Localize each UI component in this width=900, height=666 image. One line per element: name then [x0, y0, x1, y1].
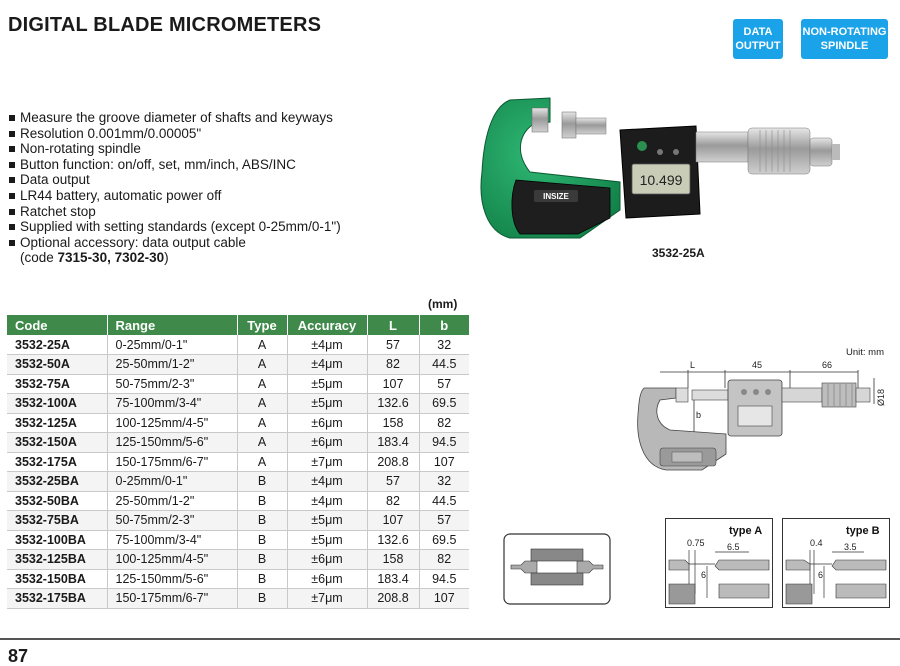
table-cell: 75-100mm/3-4" — [107, 394, 237, 414]
lcd-reading: 10.499 — [639, 172, 683, 188]
column-header: Code — [7, 315, 107, 335]
table-cell: 69.5 — [419, 394, 469, 414]
table-cell: 100-125mm/4-5" — [107, 413, 237, 433]
table-cell: 75-100mm/3-4" — [107, 530, 237, 550]
table-cell: 3532-175A — [7, 452, 107, 472]
table-cell: 50-75mm/2-3" — [107, 511, 237, 531]
ratchet-end-shape — [832, 144, 840, 160]
table-cell: ±6μm — [287, 433, 367, 453]
table-cell: 94.5 — [419, 569, 469, 589]
table-cell: 3532-100A — [7, 394, 107, 414]
ratchet-outline-shape — [856, 388, 870, 402]
table-cell: 3532-100BA — [7, 530, 107, 550]
type-a-base-shape — [669, 584, 695, 604]
table-cell: 107 — [419, 589, 469, 609]
feature-item: LR44 battery, automatic power off — [8, 188, 341, 204]
column-header: b — [419, 315, 469, 335]
table-cell: A — [237, 452, 287, 472]
type-b-spindle-shape — [832, 560, 886, 570]
table-cell: 150-175mm/6-7" — [107, 452, 237, 472]
base-inner-shape — [672, 452, 702, 462]
thimble-shape — [748, 128, 810, 174]
dim-b-label: b — [696, 410, 702, 420]
table-cell: ±4μm — [287, 335, 367, 355]
table-cell: ±5μm — [287, 530, 367, 550]
table-cell: B — [237, 550, 287, 570]
button-icon — [753, 389, 759, 395]
table-row — [7, 550, 469, 570]
table-cell: B — [237, 589, 287, 609]
sleeve-outline-shape — [782, 388, 822, 402]
feature-item: Data output — [8, 172, 341, 188]
button-icon — [657, 149, 663, 155]
ratchet-shape — [810, 138, 832, 166]
table-row — [7, 413, 469, 433]
table-cell: 94.5 — [419, 433, 469, 453]
dim-diameter-label: Ø18 — [876, 388, 886, 406]
table-row — [7, 394, 469, 414]
accessory-codes: 7315-30, 7302-30 — [57, 250, 165, 266]
table-cell: 57 — [367, 335, 419, 355]
feature-item: Measure the groove diameter of shafts and keyways — [8, 110, 341, 126]
table-row — [7, 491, 469, 511]
table-cell: 3532-125BA — [7, 550, 107, 570]
table-cell: 25-50mm/1-2" — [107, 491, 237, 511]
type-a-right-base-shape — [719, 584, 769, 598]
feature-item: Optional accessory: data output cable — [8, 235, 341, 251]
table-unit: (mm) — [428, 297, 458, 311]
badge-line: DATA — [743, 26, 773, 38]
page-number: 87 — [8, 646, 29, 666]
badge-line: SPINDLE — [820, 40, 869, 52]
badge-line: OUTPUT — [735, 40, 781, 52]
table-row — [7, 511, 469, 531]
button-icon — [673, 149, 679, 155]
sleeve-shape — [696, 132, 748, 162]
dim-45-label: 45 — [752, 360, 763, 370]
table-cell: 0-25mm/0-1" — [107, 472, 237, 492]
table-cell: B — [237, 530, 287, 550]
column-header: Accuracy — [287, 315, 367, 335]
table-cell: A — [237, 374, 287, 394]
table-cell: ±4μm — [287, 491, 367, 511]
code-prefix: (code — [20, 250, 58, 266]
table-cell: 158 — [367, 413, 419, 433]
lcd-outline-shape — [738, 406, 772, 426]
table-cell: 3532-50A — [7, 355, 107, 375]
table-cell: 3532-125A — [7, 413, 107, 433]
table-cell: 3532-75A — [7, 374, 107, 394]
type-b-dim-3: 6 — [818, 570, 824, 580]
table-cell: 82 — [419, 550, 469, 570]
table-row — [7, 355, 469, 375]
table-cell: 132.6 — [367, 394, 419, 414]
table-cell: ±5μm — [287, 374, 367, 394]
table-cell: ±6μm — [287, 413, 367, 433]
groove-part-shape — [531, 549, 583, 561]
column-header: L — [367, 315, 419, 335]
type-a-label: type A — [729, 525, 763, 537]
table-cell: A — [237, 394, 287, 414]
table-cell: 57 — [367, 472, 419, 492]
table-cell: 125-150mm/5-6" — [107, 569, 237, 589]
blade-shape — [562, 112, 576, 138]
table-cell: 208.8 — [367, 452, 419, 472]
table-cell: 44.5 — [419, 355, 469, 375]
table-cell: 44.5 — [419, 491, 469, 511]
dimension-drawing — [630, 358, 895, 488]
type-b-drawing — [782, 518, 890, 608]
table-cell: 183.4 — [367, 433, 419, 453]
table-row — [7, 530, 469, 550]
anvil-outline-shape — [676, 388, 688, 402]
table-cell: 3532-50BA — [7, 491, 107, 511]
spindle-outline-shape — [692, 390, 728, 400]
feature-item: Ratchet stop — [8, 204, 341, 220]
table-cell: 183.4 — [367, 569, 419, 589]
button-icon — [637, 141, 647, 151]
table-cell: ±6μm — [287, 550, 367, 570]
button-icon — [741, 389, 747, 395]
table-cell: 50-75mm/2-3" — [107, 374, 237, 394]
table-cell: 82 — [367, 491, 419, 511]
type-b-dim-2: 3.5 — [844, 542, 857, 552]
table-row — [7, 472, 469, 492]
table-cell: 208.8 — [367, 589, 419, 609]
non-rotating-spindle-badge — [801, 19, 888, 59]
table-cell: 57 — [419, 374, 469, 394]
table-cell: 3532-150BA — [7, 569, 107, 589]
data-output-badge — [733, 19, 783, 59]
table-cell: ±4μm — [287, 472, 367, 492]
table-cell: 158 — [367, 550, 419, 570]
dim-66-label: 66 — [822, 360, 833, 370]
table-cell: 150-175mm/6-7" — [107, 589, 237, 609]
type-a-blade-shape — [669, 560, 689, 570]
type-a-spindle-shape — [715, 560, 769, 570]
unit-note: Unit: mm — [846, 347, 884, 358]
button-icon — [765, 389, 771, 395]
type-b-base-shape — [786, 584, 812, 604]
badge-line: NON-ROTATING — [802, 26, 887, 38]
table-cell: A — [237, 413, 287, 433]
table-cell: ±5μm — [287, 394, 367, 414]
table-row — [7, 452, 469, 472]
table-cell: 57 — [419, 511, 469, 531]
table-cell: 107 — [367, 374, 419, 394]
page-title: DIGITAL BLADE MICROMETERS — [8, 14, 322, 36]
table-cell: 132.6 — [367, 530, 419, 550]
table-cell: 3532-25BA — [7, 472, 107, 492]
table-cell: B — [237, 569, 287, 589]
dim-l-label: L — [690, 360, 696, 370]
table-cell: B — [237, 511, 287, 531]
table-header-row — [7, 315, 469, 335]
table-cell: 3532-75BA — [7, 511, 107, 531]
table-cell: ±6μm — [287, 569, 367, 589]
column-header: Range — [107, 315, 237, 335]
micrometer-photo — [470, 92, 850, 244]
table-cell: 3532-150A — [7, 433, 107, 453]
thimble-outline-shape — [822, 383, 856, 407]
photo-caption: 3532-25A — [652, 246, 705, 260]
type-b-label: type B — [846, 525, 880, 537]
spec-table — [7, 315, 469, 609]
table-cell: A — [237, 335, 287, 355]
table-cell: 32 — [419, 335, 469, 355]
type-b-dim-1: 0.4 — [810, 538, 823, 548]
groove-part-shape — [531, 573, 583, 585]
type-b-right-base-shape — [836, 584, 886, 598]
column-header: Type — [237, 315, 287, 335]
table-cell: B — [237, 491, 287, 511]
table-cell: 82 — [419, 413, 469, 433]
type-a-dim-3: 6 — [701, 570, 707, 580]
table-cell: 3532-175BA — [7, 589, 107, 609]
table-cell: ±7μm — [287, 452, 367, 472]
feature-list — [8, 110, 341, 266]
table-cell: 125-150mm/5-6" — [107, 433, 237, 453]
feature-item: Resolution 0.001mm/0.00005" — [8, 126, 341, 142]
type-a-drawing — [665, 518, 773, 608]
table-cell: A — [237, 355, 287, 375]
table-cell: ±7μm — [287, 589, 367, 609]
table-cell: 0-25mm/0-1" — [107, 335, 237, 355]
table-row — [7, 374, 469, 394]
table-cell: A — [237, 433, 287, 453]
table-row — [7, 569, 469, 589]
table-cell: ±5μm — [287, 511, 367, 531]
spindle-shape — [576, 118, 606, 134]
anvil-shape — [532, 108, 548, 132]
table-cell: 32 — [419, 472, 469, 492]
footer-rule — [0, 638, 900, 640]
blade-closeup-drawing — [503, 533, 611, 605]
table-cell: 69.5 — [419, 530, 469, 550]
feature-item: Supplied with setting standards (except 0-25mm/0-1") — [8, 219, 341, 235]
feature-item: Button function: on/off, set, mm/inch, ABS/INC — [8, 157, 341, 173]
feature-item: Non-rotating spindle — [8, 141, 341, 157]
table-row — [7, 433, 469, 453]
type-a-dim-2: 6.5 — [727, 542, 740, 552]
table-cell: 100-125mm/4-5" — [107, 550, 237, 570]
table-cell: 3532-25A — [7, 335, 107, 355]
table-body — [7, 335, 469, 608]
table-row — [7, 335, 469, 355]
table-cell: 82 — [367, 355, 419, 375]
table-row — [7, 589, 469, 609]
type-b-blade-shape — [786, 560, 810, 570]
table-cell: 25-50mm/1-2" — [107, 355, 237, 375]
table-cell: 107 — [367, 511, 419, 531]
table-cell: ±4μm — [287, 355, 367, 375]
table-cell: B — [237, 472, 287, 492]
accessory-code-line — [8, 250, 341, 266]
type-a-dim-1: 0.75 — [687, 538, 705, 548]
brand-text: INSIZE — [543, 192, 569, 201]
code-suffix: ) — [164, 250, 169, 266]
table-cell: 107 — [419, 452, 469, 472]
